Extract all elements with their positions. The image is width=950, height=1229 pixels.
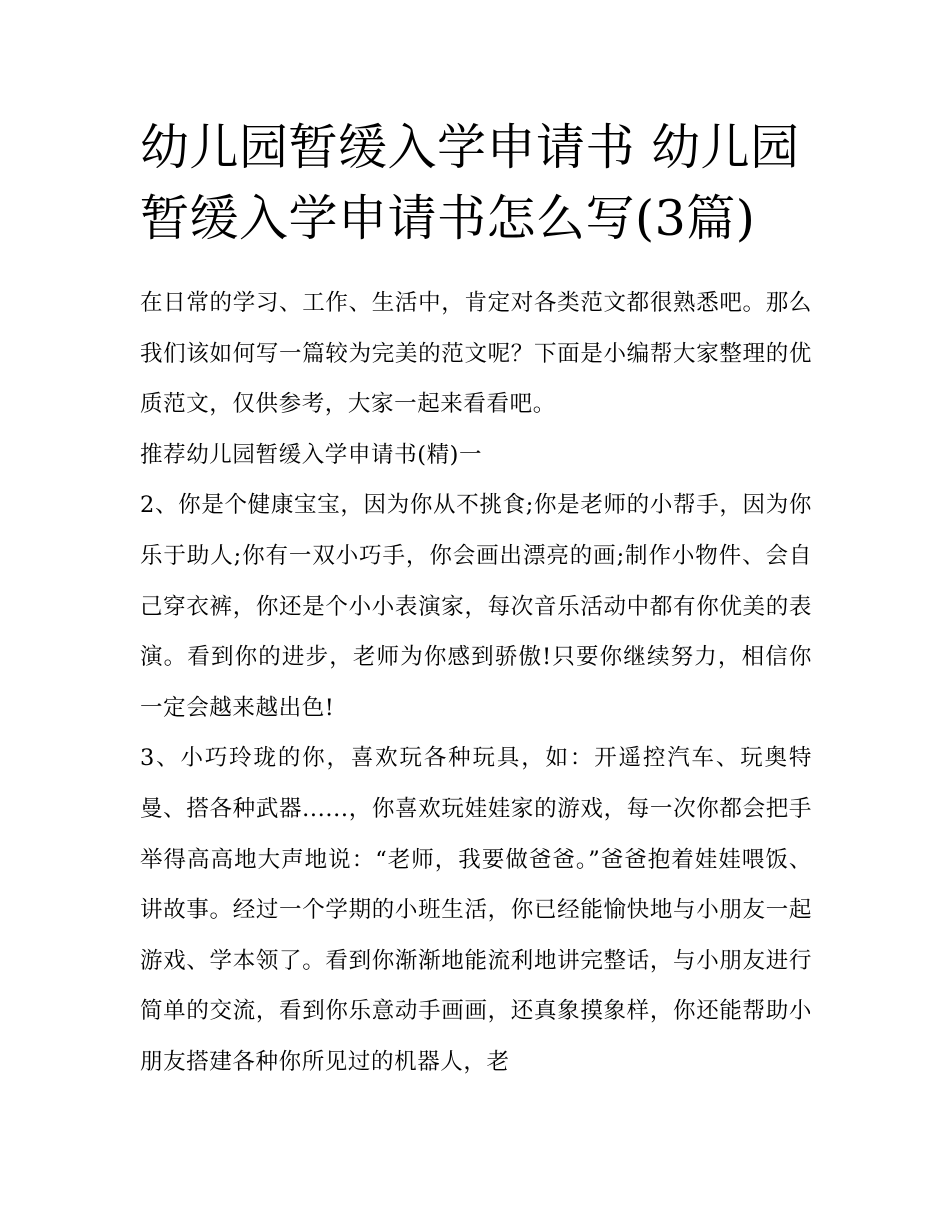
item-paragraph-2: 2、你是个健康宝宝，因为你从不挑食;你是老师的小帮手，因为你乐于助人;你有一双小巧手，你会画出漂亮的画;制作小物件、会自己穿衣裤，你还是个小小表演家，每次音乐活动中都有你优美的表演。看到你的进步，老师为你感到骄傲!只要你继续努力，相信你一定会越来越出色! [140, 492, 812, 721]
document-body [140, 278, 812, 1088]
document-title: 幼儿园暂缓入学申请书 幼儿园暂缓入学申请书怎么写(3篇) [140, 119, 800, 247]
section-heading: 推荐幼儿园暂缓入学申请书(精)一 [140, 441, 483, 468]
item-paragraph-3: 3、小巧玲珑的你，喜欢玩各种玩具，如：开遥控汽车、玩奥特曼、搭各种武器......，你喜欢玩娃娃家的游戏，每一次你都会把手举得高高地大声地说：“老师，我要做爸爸。”爸爸抱着娃娃喂饭、讲故事。经过一个学期的小班生活，你已经能愉快地与小朋友一起游戏、学本领了。看到你渐渐地能流利地讲完整话，与小朋友进行简单的交流，看到你乐意动手画画，还真象摸象样，你还能帮助小朋友搭建各种你所见过的机器人，老 [140, 745, 812, 1075]
intro-paragraph: 在日常的学习、工作、生活中，肯定对各类范文都很熟悉吧。那么我们该如何写一篇较为完美的范文呢？下面是小编帮大家整理的优质范文，仅供参考，大家一起来看看吧。 [140, 290, 812, 418]
